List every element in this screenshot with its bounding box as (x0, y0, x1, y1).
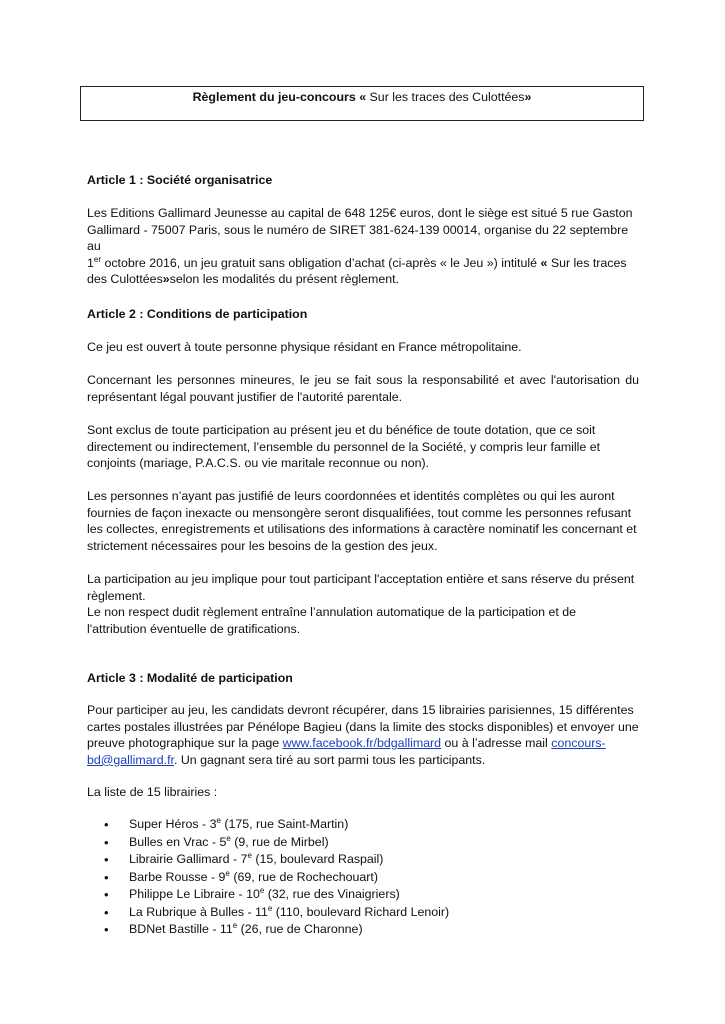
bullet-icon: • (104, 869, 109, 885)
library-address: (110, boulevard Richard Lenoir) (272, 904, 450, 919)
article1-ordinal: 1 (87, 255, 94, 270)
email-link-part2[interactable]: bd@gallimard.fr (87, 752, 174, 767)
library-item (87, 816, 639, 834)
article1-ordinal-sup: er (93, 254, 102, 264)
title-text: Sur les traces des Culottées (366, 90, 525, 104)
library-item (87, 869, 639, 887)
article3-text: . Un gagnant sera tiré au sort parmi tous les participants. (173, 752, 486, 767)
email-link-part1[interactable]: concours- (551, 736, 606, 751)
article3-line (87, 752, 639, 769)
article1-text: Sur les traces (547, 255, 627, 270)
library-name: Super Héros - 3 (129, 817, 217, 831)
library-address: (26, rue de Charonne) (237, 922, 363, 936)
article2-line: strictement nécessaires pour les besoins de la gestion des jeux. (87, 538, 438, 553)
article2-p2: Concernant les personnes mineures, le jeu se fait sous la responsabilité et avec l'autorisation du représentant légal pouvant justifier de l'autorité parentale. (87, 373, 639, 404)
article1-text: octobre 2016, un jeu gratuit sans obligation d’achat (ci-après « le Jeu ») intitulé (101, 255, 541, 270)
library-address: (175, rue Saint-Martin) (220, 817, 349, 831)
title-bold-end: » (524, 90, 532, 104)
article2-line: Sont exclus de toute participation au présent jeu et du bénéfice de toute dotation, que ce soit (87, 423, 596, 437)
library-name: Barbe Rousse - 9 (129, 869, 226, 884)
article3-line: Pour participer au jeu, les candidats devront récupérer, dans 15 librairies parisiennes, 15 différentes (87, 703, 634, 717)
bullet-icon: • (104, 834, 109, 850)
article1-paragraph (87, 205, 639, 288)
article3-paragraph (87, 702, 639, 768)
article2-p5 (87, 571, 639, 637)
article2-line: Les personnes n’ayant pas justifié de leurs coordonnées et identités complètes ou qui les auront (87, 489, 615, 503)
bullet-icon: • (104, 887, 109, 902)
bullet-icon: • (104, 817, 109, 832)
article1-quote: « (540, 255, 548, 270)
title-box (80, 86, 644, 121)
article2-p4 (87, 488, 639, 554)
article3-heading: Article 3 : Modalité de participation (87, 671, 293, 685)
arrondissement-sup: e (259, 886, 265, 895)
library-item (87, 904, 639, 922)
library-list (87, 816, 639, 939)
article1-text: selon les modalités du présent règlement. (169, 272, 400, 287)
article3-text: preuve photographique sur la page (87, 736, 283, 751)
library-item (87, 851, 639, 869)
arrondissement-sup: e (247, 851, 252, 860)
article2-line: l'attribution éventuelle de gratifications. (87, 621, 301, 636)
article2-heading: Article 2 : Conditions de participation (87, 307, 308, 321)
article1-line: Les Editions Gallimard Jeunesse au capital de 648 125€ euros, dont le siège est situé 5 rue Gaston (87, 206, 633, 220)
article1-line: Gallimard - 75007 Paris, sous le numéro de SIRET 381-624-139 00014, organise du 22 septembre au (87, 222, 629, 254)
article2-line: conjoints (mariage, P.A.C.S. ou vie maritale reconnue ou non). (87, 456, 430, 471)
library-address: (9, rue de Mirbel) (230, 834, 329, 849)
article1-text: des Culottées (87, 272, 163, 287)
article2-line: les collectes, enregistrements et utilisations des informations à caractère nominatif les concernant et (87, 522, 637, 537)
article2-line: directement ou indirectement, l’ensemble du personnel de la Société, y compris leur famille et (87, 439, 601, 454)
arrondissement-sup: e (267, 903, 273, 913)
library-name: Bulles en Vrac - 5 (129, 834, 227, 849)
arrondissement-sup: e (226, 833, 231, 843)
arrondissement-sup: e (232, 921, 238, 930)
article2-line: La participation au jeu implique pour tout participant l'acceptation entière et sans réserve du présent (87, 572, 635, 586)
library-name: BDNet Bastille - 11 (129, 922, 233, 936)
article2-p1: Ce jeu est ouvert à toute personne physique résidant en France métropolitaine. (87, 340, 522, 354)
arrondissement-sup: e (216, 816, 221, 825)
article2-line: règlement. (87, 588, 146, 603)
article3-line (87, 735, 639, 752)
title-bold: Règlement du jeu-concours « (192, 90, 367, 104)
article2-line: Le non respect dudit règlement entraîne l’annulation automatique de la participation et de (87, 605, 577, 620)
library-address: (15, boulevard Raspail) (251, 852, 384, 866)
bullet-icon: • (104, 904, 109, 920)
bullet-icon: • (104, 922, 109, 937)
facebook-link[interactable]: www.facebook.fr/bdgallimard (282, 736, 442, 751)
article1-heading: Article 1 : Société organisatrice (87, 173, 273, 187)
library-list-intro: La liste de 15 librairies : (87, 785, 218, 799)
article1-quote: » (162, 272, 170, 287)
arrondissement-sup: e (225, 868, 230, 878)
article2-p3 (87, 422, 639, 472)
library-address: (69, rue de Rochechouart) (229, 869, 378, 884)
article3-text: ou à l’adresse mail (441, 736, 552, 751)
article1-line (87, 271, 639, 288)
bullet-icon: • (104, 852, 109, 867)
library-name: Philippe Le Libraire - 10 (129, 887, 260, 901)
article2-line: fournies de façon inexacte ou mensongère seront disqualifiées, tout comme les personnes refusant (87, 505, 632, 520)
article3-line: cartes postales illustrées par Pénélope Bagieu (dans la limite des stocks disponibles) et envoyer une (87, 719, 639, 734)
library-item (87, 921, 639, 939)
article1-line (87, 255, 639, 272)
library-address: (32, rue des Vinaigriers) (264, 887, 400, 901)
library-name: La Rubrique à Bulles - 11 (129, 904, 268, 919)
library-item (87, 834, 639, 852)
library-item (87, 886, 639, 904)
library-name: Librairie Gallimard - 7 (129, 852, 248, 866)
